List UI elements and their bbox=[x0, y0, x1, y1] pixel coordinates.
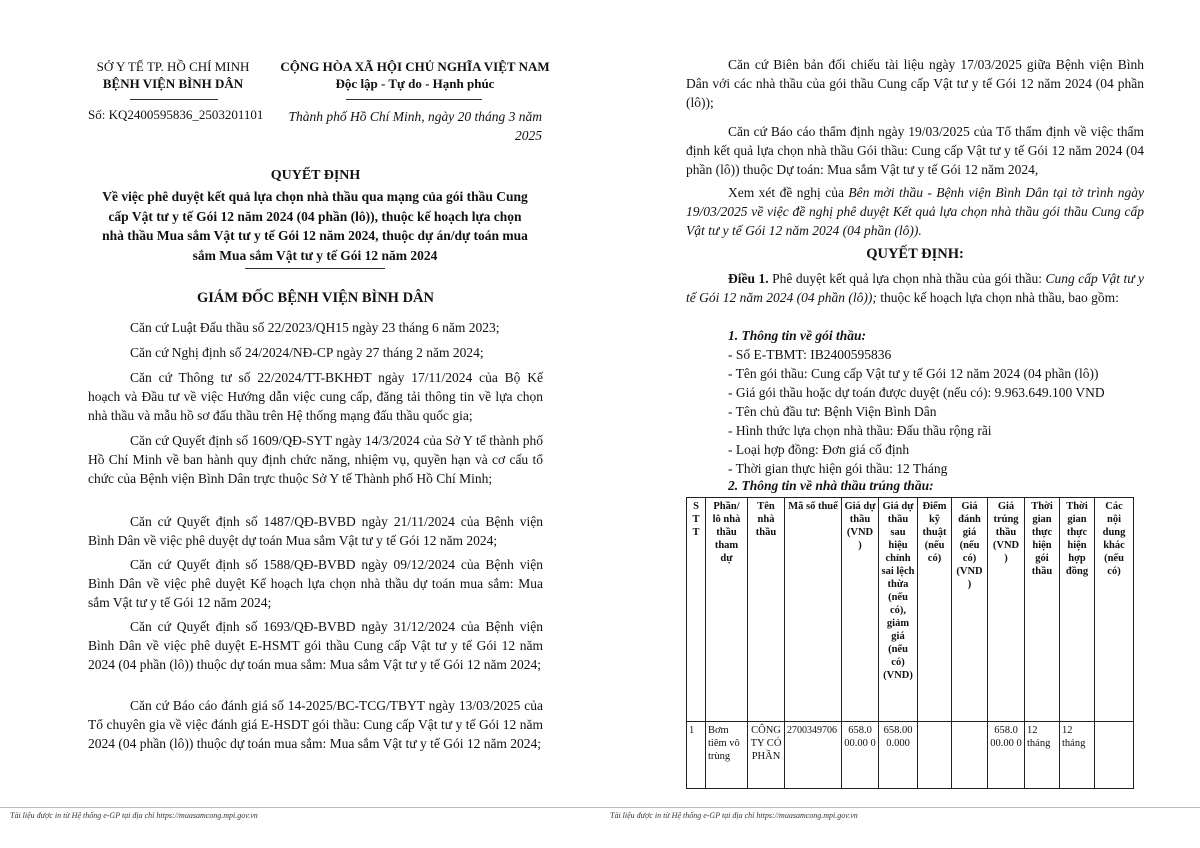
org-line2: BỆNH VIỆN BÌNH DÂN bbox=[102, 76, 244, 91]
cell-adjusted-price: 658.00 0.000 bbox=[879, 722, 918, 789]
table-header-row bbox=[687, 498, 1134, 722]
basis-law: Căn cứ Luật Đấu thầu số 22/2023/QH15 ngày 23 tháng 6 năm 2023; bbox=[130, 320, 500, 335]
basis-decree: Căn cứ Nghị định số 24/2024/NĐ-CP ngày 27 tháng 2 năm 2024; bbox=[130, 345, 484, 360]
place-date-line2: 2025 bbox=[515, 128, 542, 143]
info-contract-type: - Loại hợp đồng: Đơn giá cố định bbox=[728, 442, 910, 457]
org-line1: SỞ Y TẾ TP. HỒ CHÍ MINH bbox=[96, 59, 250, 74]
info-selection-method: - Hình thức lựa chọn nhà thầu: Đấu thầu rộng rãi bbox=[728, 423, 992, 438]
info-duration: - Thời gian thực hiện gói thầu: 12 Tháng bbox=[728, 461, 948, 476]
page-footer: Tài liệu được in từ Hệ thống e-GP tại địa chỉ https://muasamcong.mpi.gov.vn bbox=[10, 811, 258, 820]
nation-line2: Độc lập - Tự do - Hạnh phúc bbox=[335, 76, 495, 91]
basis-appraisal: Căn cứ Báo cáo thẩm định ngày 19/03/2025 của Tổ thẩm định về việc thẩm định kết quả lựa chọn nhà thầu Gói thầu: Cung cấp Vật tư y tế Gói 12 năm 2024 (04 phần (lô)) thuộc Dự toán: Mua sắm Vật tư y tế Gói 12 năm 2024, bbox=[686, 124, 1144, 177]
basis-decision-1588: Căn cứ Quyết định số 1588/QĐ-BVBD ngày 09/12/2024 của Bệnh viện Bình Dân về việc phê duyệt Kế hoạch lựa chọn nhà thầu dự toán mua sắm: Mua sắm Vật tư y tế Gói 12 năm 2024; bbox=[88, 557, 543, 610]
col-evaluated-price: Giá đánh giá (nếu có) (VND ) bbox=[952, 498, 988, 722]
col-technical-score: Điểm kỹ thuật (nếu có) bbox=[918, 498, 952, 722]
footer-divider bbox=[0, 807, 600, 808]
info-tbmt: - Số E-TBMT: IB2400595836 bbox=[728, 347, 892, 362]
col-contract-duration: Thời gian thực hiện hợp đồng bbox=[1060, 498, 1095, 722]
info-package-price: - Giá gói thầu hoặc dự toán được duyệt (nếu có): 9.963.649.100 VND bbox=[728, 385, 1105, 400]
table-row bbox=[687, 722, 1134, 789]
doc-number: Số: KQ2400595836_2503201101 bbox=[88, 107, 264, 122]
footer-divider bbox=[600, 807, 1200, 808]
cell-bidder-name: CÔNG TY CÓ PHẦN bbox=[748, 722, 785, 789]
consideration-lead: Xem xét đề nghị của bbox=[728, 185, 844, 200]
consideration bbox=[686, 183, 1144, 240]
col-other: Các nội dung khác (nếu có) bbox=[1095, 498, 1134, 722]
col-stt: S T T bbox=[687, 498, 706, 722]
basis-decision-1609: Căn cứ Quyết định số 1609/QĐ-SYT ngày 14/3/2024 của Sở Y tế thành phố Hồ Chí Minh về ban hành quy định chức năng, nhiệm vụ, quyền hạn và cơ cấu tổ chức của Bệnh viện Bình Dân trực thuộc Sở Y tế Thành phố Hồ Chí Minh; bbox=[88, 433, 543, 486]
winning-bidder-table bbox=[686, 497, 1134, 789]
section-1-title: 1. Thông tin về gói thầu: bbox=[728, 328, 867, 343]
info-investor: - Tên chủ đầu tư: Bệnh Viện Bình Dân bbox=[728, 404, 937, 419]
nation-underline bbox=[346, 99, 482, 100]
col-lot: Phần/ lô nhà thầu tham dự bbox=[706, 498, 748, 722]
col-adjusted-price: Giá dự thầu sau hiệu chỉnh sai lệch thừa (nếu có), giảm giá (nếu có) (VND) bbox=[879, 498, 918, 722]
org-header bbox=[78, 58, 268, 92]
basis-decision-1487: Căn cứ Quyết định số 1487/QĐ-BVBD ngày 21/11/2024 của Bệnh viện Bình Dân về việc phê duyệt dự toán Mua sắm Vật tư y tế Gói 12 năm 2024; bbox=[88, 514, 543, 548]
nation-header bbox=[270, 58, 560, 92]
decision-title: QUYẾT ĐỊNH bbox=[270, 168, 361, 183]
col-package-duration: Thời gian thực hiện gói thầu bbox=[1025, 498, 1060, 722]
cell-evaluated-price bbox=[952, 722, 988, 789]
basis-evaluation-report: Căn cứ Báo cáo đánh giá số 14-2025/BC-TCG/TBYT ngày 13/03/2025 của Tổ chuyên gia về việc đánh giá E-HSDT gói thầu: Cung cấp Vật tư y tế Gói 12 năm 2024 (04 phần (lô)) thuộc dự toán mua sắm: Mua sắm Vật tư y tế Gói 12 năm 2024; bbox=[88, 698, 543, 751]
col-bidder-name: Tên nhà thầu bbox=[748, 498, 785, 722]
article-1-label: Điều 1. bbox=[728, 271, 769, 286]
cell-contract-duration: 12 tháng bbox=[1060, 722, 1095, 789]
cell-tax-code: 2700349706 bbox=[785, 722, 842, 789]
cell-package-duration: 12 tháng bbox=[1025, 722, 1060, 789]
col-tax-code: Mã số thuế bbox=[785, 498, 842, 722]
place-date-line1: Thành phố Hồ Chí Minh, ngày 20 tháng 3 năm bbox=[288, 109, 542, 124]
article-1-package: Cung cấp Vật tư y tế Gói 12 năm 2024 (04 phần (lô)); bbox=[686, 271, 1145, 305]
consideration-detail: Bên mời thầu - Bệnh viện Bình Dân tại tờ trình ngày 19/03/2025 về việc đề nghị phê duyệt Kết quả lựa chọn nhà thầu gói thầu Cung cấp Vật tư y tế Gói 12 năm 2024 (04 phần (lô)). bbox=[686, 185, 1145, 238]
cell-stt: 1 bbox=[687, 722, 706, 789]
article-1 bbox=[686, 269, 1144, 307]
page-footer: Tài liệu được in từ Hệ thống e-GP tại địa chỉ https://muasamcong.mpi.gov.vn bbox=[610, 811, 858, 820]
authority: GIÁM ĐỐC BỆNH VIỆN BÌNH DÂN bbox=[197, 290, 434, 306]
article-1-tail: thuộc kế hoạch lựa chọn nhà thầu, bao gồm: bbox=[880, 290, 1119, 305]
cell-technical-score bbox=[918, 722, 952, 789]
cell-lot: Bơm tiêm vô trùng bbox=[706, 722, 748, 789]
col-winning-price: Giá trúng thầu (VND ) bbox=[988, 498, 1025, 722]
basis-circular: Căn cứ Thông tư số 22/2024/TT-BKHĐT ngày 17/11/2024 của Bộ Kế hoạch và Đầu tư về việc Hướng dẫn việc cung cấp, đăng tải thông tin về lựa chọn nhà thầu và mẫu hồ sơ đấu thầu trên Hệ thống mạng đấu thầu quốc gia; bbox=[88, 370, 543, 423]
decision-subject: Về việc phê duyệt kết quả lựa chọn nhà thầu qua mạng của gói thầu Cung cấp Vật tư y tế Gói 12 năm 2024 (04 phần (lô)), thuộc kế hoạch lựa chọn nhà thầu Mua sắm Vật tư y tế Gói 12 năm 2024, thuộc dự án/dự toán mua sắm Mua sắm Vật tư y tế Gói 12 năm 2024 bbox=[102, 189, 528, 263]
article-1-text: Phê duyệt kết quả lựa chọn nhà thầu của gói thầu: bbox=[772, 271, 1043, 286]
nation-line1: CỘNG HÒA XÃ HỘI CHỦ NGHĨA VIỆT NAM bbox=[280, 59, 550, 74]
col-bid-price: Giá dự thầu (VND ) bbox=[842, 498, 879, 722]
place-date bbox=[276, 107, 542, 145]
basis-decision-1693: Căn cứ Quyết định số 1693/QĐ-BVBD ngày 31/12/2024 của Bệnh viện Bình Dân về việc phê duyệt E-HSMT gói thầu Cung cấp Vật tư y tế Gói 12 năm 2024 (04 phần (lô)) thuộc dự toán mua sắm: Mua sắm Vật tư y tế Gói 12 năm 2024; bbox=[88, 619, 543, 672]
subject-underline bbox=[245, 268, 385, 269]
section-2-title: 2. Thông tin về nhà thầu trúng thầu: bbox=[728, 478, 934, 493]
cell-bid-price: 658.0 00.00 0 bbox=[842, 722, 879, 789]
org-underline bbox=[130, 99, 218, 100]
cell-winning-price: 658.0 00.00 0 bbox=[988, 722, 1025, 789]
info-package-name: - Tên gói thầu: Cung cấp Vật tư y tế Gói 12 năm 2024 (04 phần (lô)) bbox=[728, 366, 1099, 381]
decides-heading: QUYẾT ĐỊNH: bbox=[866, 246, 964, 262]
cell-other bbox=[1095, 722, 1134, 789]
basis-reconciliation: Căn cứ Biên bản đối chiếu tài liệu ngày 17/03/2025 giữa Bệnh viện Bình Dân với các nhà thầu của gói thầu Cung cấp Vật tư y tế Gói 12 năm 2024 (04 phần (lô)); bbox=[686, 57, 1144, 110]
